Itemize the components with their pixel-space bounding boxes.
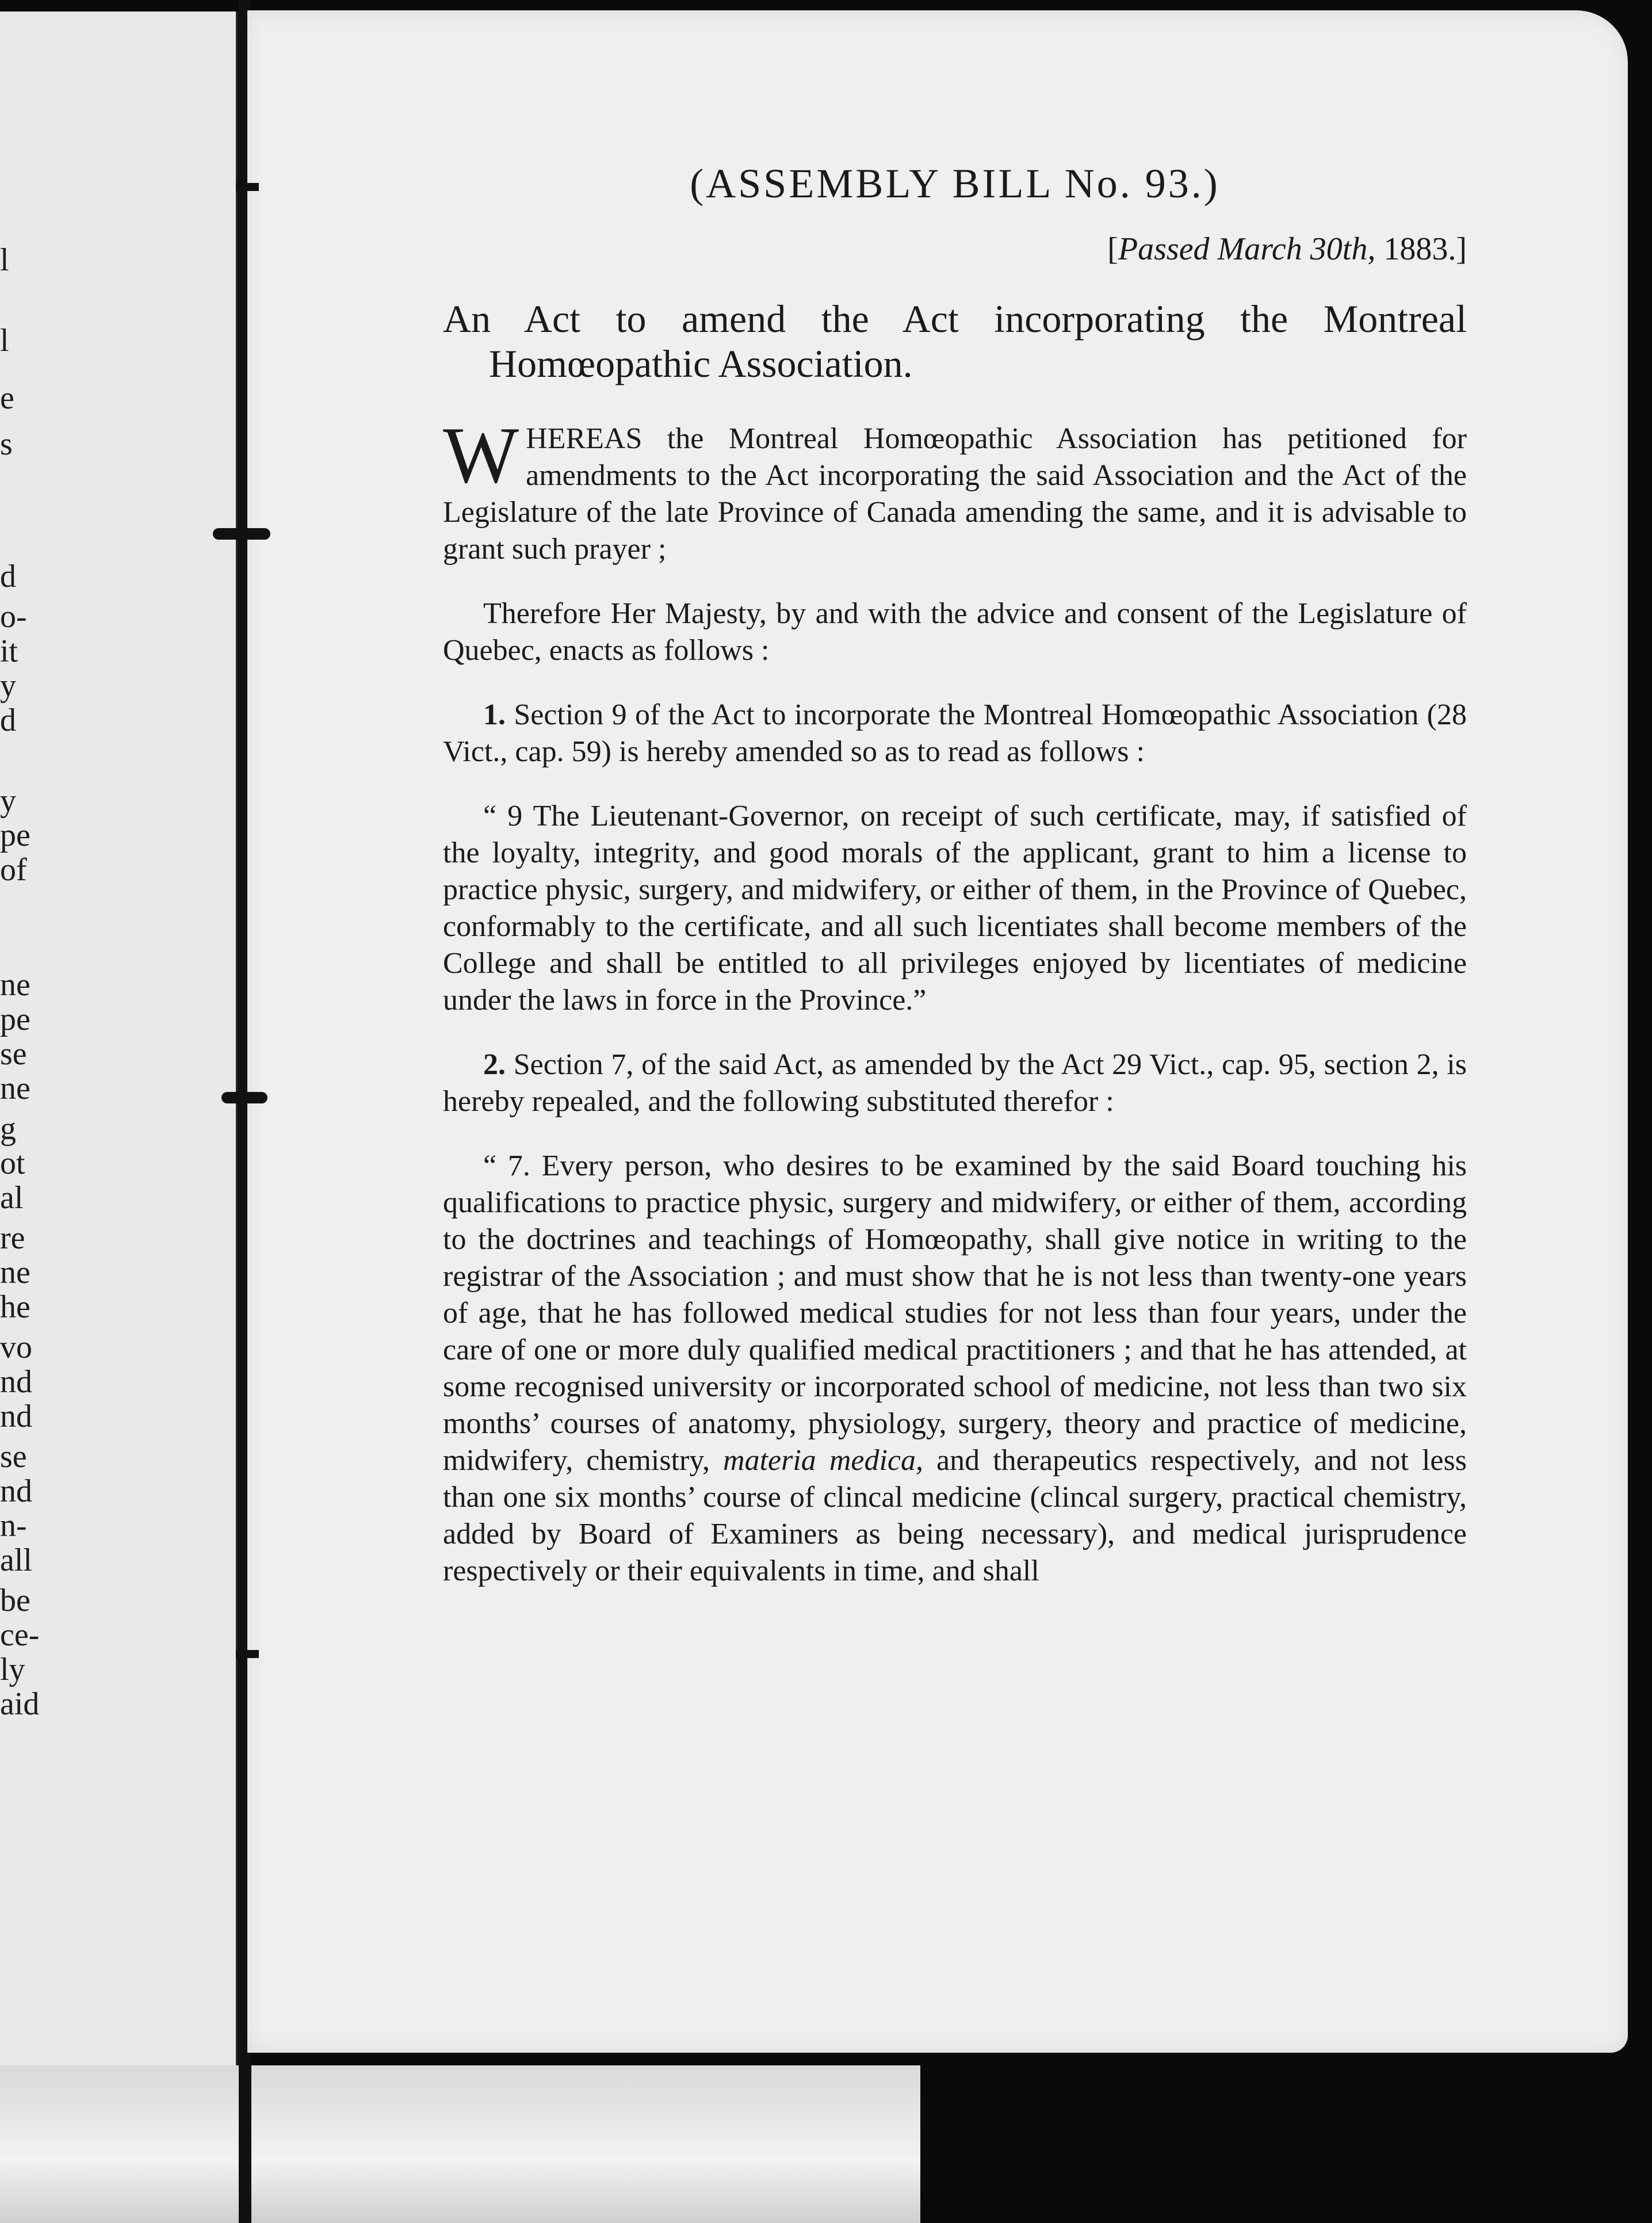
section-1 [443,697,1467,770]
section-2 [443,1046,1467,1120]
left-page-fragment: d [0,702,16,738]
left-page-fragment: re [0,1220,25,1256]
left-page-fragment: be [0,1583,30,1618]
left-page-fragment: nd [0,1473,32,1509]
passed-date [443,231,1467,268]
left-page-fragment: nd [0,1399,32,1434]
left-page-fragment: e [0,380,14,416]
left-page-fragment: se [0,1036,27,1072]
left-page-fragment: l [0,323,9,358]
left-page-fragment: nd [0,1364,32,1400]
binding-mark [221,1092,267,1103]
left-page-fragment: ce- [0,1617,40,1653]
left-page-fragment: it [0,633,18,669]
document-page [247,10,1628,2053]
page-edge-stack [0,2065,920,2223]
left-page-fragment: se [0,1439,27,1475]
enacting-clause: Therefore Her Majesty, by and with the advice and consent of the Legislature of Quebec, enacts as follows : [443,597,1467,667]
left-page-fragment: al [0,1180,24,1216]
section-2-quote-continued: and therapeutics respectively, and not less than one six months’ course of clincal medicine (clincal surgery, practical chemistry, added by Board of Examiners as being necessary), and medical jurisprudence respectively or their equivalents in time, and shall [443,1444,1467,1587]
left-page-fragment: y [0,783,16,819]
left-page-fragment: pe [0,1002,30,1037]
passed-year: 1883.] [1375,231,1467,267]
left-page-fragment: ot [0,1145,25,1181]
passed-date-italic: Passed March 30th, [1118,231,1376,267]
left-page-fragment: aid [0,1686,40,1722]
left-page-fragment: ne [0,967,30,1003]
left-page-fragment: n- [0,1508,27,1544]
left-page-fragment: d [0,559,16,594]
materia-medica: materia medica, [723,1444,923,1477]
binding-mark [236,183,259,191]
passed-bracket: [ [1107,231,1118,267]
section-1-text: Section 9 of the Act to incorporate the Montreal Homœopathic Association (28 Vict., cap. 59) is hereby amended so as to read as follows : [443,698,1467,768]
left-page-fragment: ne [0,1071,30,1106]
preamble-text: HEREAS the Montreal Homœopathic Association has petitioned for amendments to the Act incorporating the said Association and the Act of the Legislature of the late Province of Canada amending the same, and it is advisable to grant such prayer ; [443,422,1467,566]
left-page-fragment: he [0,1289,30,1325]
previous-page [0,12,238,2065]
left-page-fragment: all [0,1542,32,1578]
left-page-fragment: ly [0,1652,25,1687]
left-page-fragment: vo [0,1330,32,1365]
binding-mark [236,1650,259,1658]
preamble [443,411,1467,568]
left-page-fragment: of [0,852,27,888]
bill-text [443,160,1467,1617]
act-title: An Act to amend the Act incorporating the Montreal Homœopathic Association. [443,297,1467,385]
left-page-fragment: s [0,426,13,462]
binding-mark [213,528,270,540]
section-2-number: 2. [483,1048,506,1081]
left-page-fragment: pe [0,818,30,853]
drop-cap: W [443,411,519,500]
left-page-fragment: l [0,242,9,278]
section-2-quote-text: “ 7. Every person, who desires to be examined by the said Board touching his qualifications to practice physic, surgery and midwifery, or either of them, according to the doctrines and teachings of Homœopathy, shall give notice in writing to the registrar of the Association ; and must show that he is not less than twenty-one years of age, that he has followed medical studies for not less than four years, under the care of one or more duly qualified medical practitioners ; and that he has attended, at some recognised university or incorporated school of medicine, not less than two six months’ courses of anatomy, physiology, surgery, theory and practice of medicine, midwifery, chemistry, [443,1149,1467,1477]
section-1-number: 1. [483,698,506,731]
bill-number: (ASSEMBLY BILL No. 93.) [690,161,1220,207]
left-page-fragment: y [0,668,16,704]
section-2-text: Section 7, of the said Act, as amended by the Act 29 Vict., cap. 95, section 2, is hereby repealed, and the following substituted therefor : [443,1048,1467,1118]
section-1-quote: “ 9 The Lieutenant-Governor, on receipt of such certificate, may, if satisfied of the loyalty, integrity, and good morals of the applicant, grant to him a license to practice physic, surgery, and midwifery, or either of them, in the Province of Quebec, conformably to the certificate, and all such licentiates shall become members of the College and shall be entitled to all privileges enjoyed by licentiates of medicine under the laws in force in the Province.” [443,800,1467,1017]
section-2-quote [443,1148,1467,1590]
left-page-fragment: g [0,1111,16,1147]
left-page-fragment: ne [0,1255,30,1290]
left-page-fragment: o- [0,599,27,635]
